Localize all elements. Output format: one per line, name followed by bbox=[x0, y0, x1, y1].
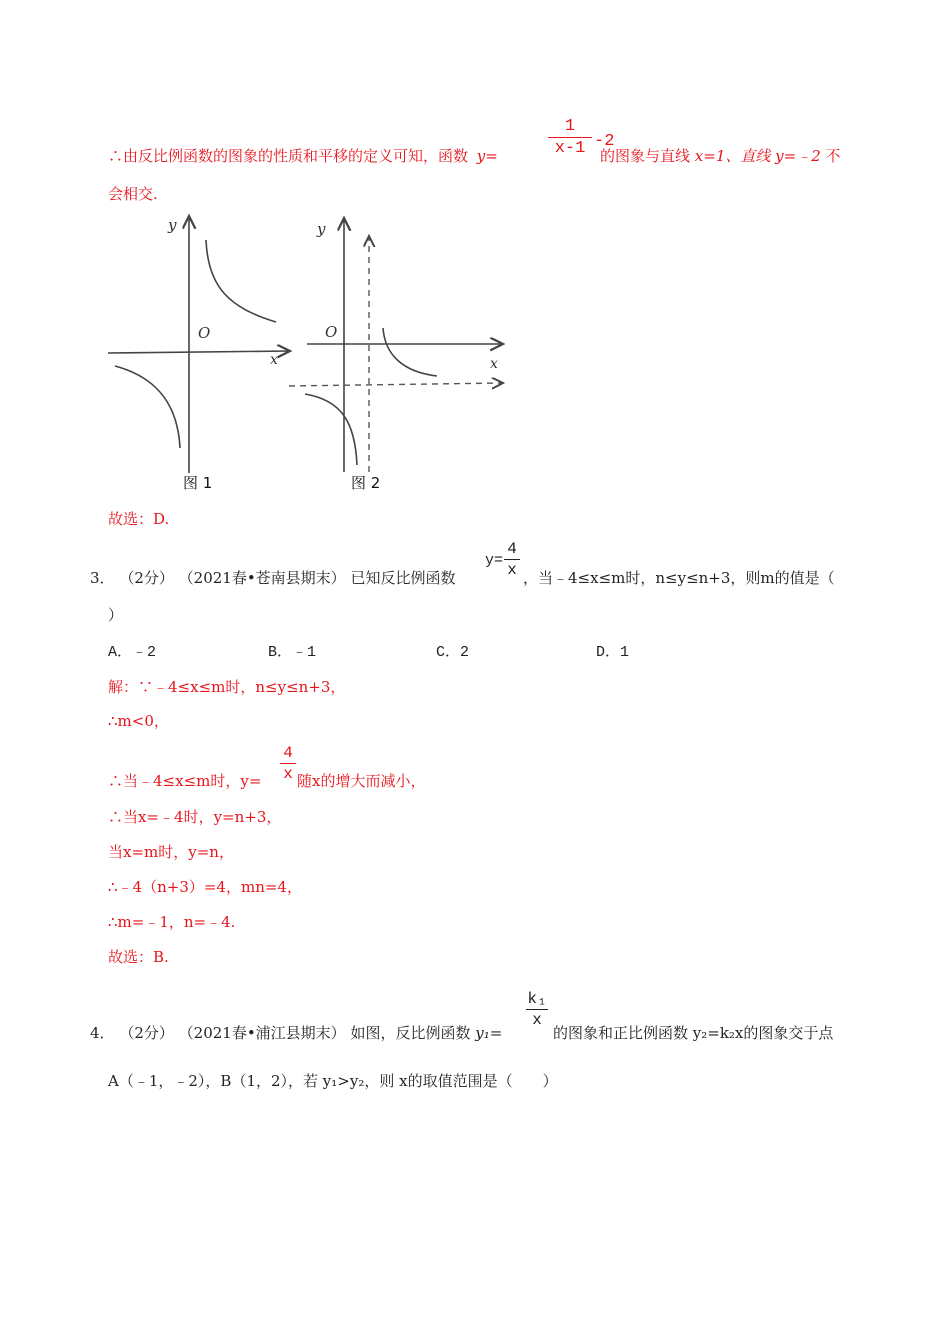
question-score: （2分） bbox=[119, 1024, 174, 1042]
question-text: 如图，反比例函数 bbox=[350, 1024, 471, 1042]
fraction-bar bbox=[504, 559, 520, 560]
fig1-origin-label: O bbox=[198, 324, 211, 342]
option-a[interactable]: A．﹣2 bbox=[108, 644, 157, 661]
question-4-stem-b: 的图象和正比例函数 y₂=k₂x的图象交于点 bbox=[553, 1024, 834, 1042]
q3-solution-line-5: 当x=m时，y=n， bbox=[108, 843, 234, 861]
x-axis bbox=[108, 351, 290, 353]
figure-1-caption: 图 1 bbox=[183, 474, 213, 492]
fig2-x-label: x bbox=[490, 356, 498, 372]
q3-solution-line-6: ∴﹣4（n+3）=4，mn=4， bbox=[108, 878, 302, 896]
option-d[interactable]: D．1 bbox=[596, 644, 630, 661]
figure-2-graph bbox=[285, 210, 510, 478]
denominator: x bbox=[507, 561, 517, 579]
q3-solution-line-1: 解：∵﹣4≤x≤m时，n≤y≤n+3， bbox=[108, 678, 346, 696]
question-4-line-2: A（﹣1，﹣2），B（1，2），若 y₁>y₂，则 x的取值范围是（ ） bbox=[108, 1072, 558, 1090]
numerator: k₁ bbox=[527, 990, 547, 1008]
q3-solution-line-3a: ∴当﹣4≤x≤m时，y= bbox=[108, 772, 262, 790]
func-y: y= bbox=[476, 147, 498, 165]
fig1-y-label: y bbox=[168, 216, 177, 234]
solution-text: ∴由反比例函数的图象的性质和平移的定义可知，函数 bbox=[108, 147, 469, 165]
figure-2-caption: 图 2 bbox=[351, 474, 381, 492]
question-source: （2021春•苍南县期末） bbox=[178, 569, 346, 587]
fraction-4-over-x bbox=[504, 540, 520, 579]
numerator: 4 bbox=[283, 744, 293, 762]
denominator: x bbox=[532, 1011, 542, 1029]
q3-solution-line-3b: 随x的增大而减小， bbox=[297, 772, 426, 790]
q3-solution-line-4: ∴当x=﹣4时，y=n+3， bbox=[108, 808, 282, 826]
solution-line-1 bbox=[108, 145, 498, 166]
question-3-stem bbox=[90, 567, 455, 588]
solution-line-1-end bbox=[600, 145, 841, 166]
question-4-stem bbox=[90, 1022, 502, 1043]
solution-text: 的图象与直线 bbox=[600, 147, 691, 165]
fraction-bar bbox=[548, 137, 592, 138]
q3-solution-line-7: ∴m=﹣1，n=﹣4. bbox=[108, 913, 236, 931]
hyperbola-branch-q3 bbox=[115, 366, 180, 448]
line-x-eq-1: x=1、直线 bbox=[694, 147, 771, 165]
fig2-origin-label: O bbox=[325, 323, 338, 341]
question-3-stem-b: ，当﹣4≤x≤m时，n≤y≤n+3，则m的值是（ bbox=[523, 569, 835, 587]
hyperbola-branch-q1 bbox=[206, 240, 276, 322]
solution-line-2: 会相交. bbox=[108, 185, 158, 203]
fraction-k1-over-x bbox=[526, 990, 548, 1029]
question-score: （2分） bbox=[119, 569, 174, 587]
fraction-bar bbox=[280, 763, 296, 764]
fraction-1-over-x-minus-1 bbox=[548, 117, 592, 158]
hyperbola-branch-lower bbox=[305, 394, 357, 465]
question-text: 已知反比例函数 bbox=[350, 569, 456, 587]
denominator: x bbox=[283, 765, 293, 783]
asymptote-y-minus-2 bbox=[289, 383, 503, 386]
denominator: x-1 bbox=[554, 139, 586, 158]
line-y-eq-minus-2: y=﹣2 bbox=[775, 147, 821, 165]
figure-1-graph bbox=[100, 208, 300, 478]
func-y1: y₁= bbox=[475, 1024, 503, 1042]
solution-text: 不 bbox=[825, 147, 841, 165]
numerator: 4 bbox=[507, 540, 517, 558]
solution2-answer: 故选：D. bbox=[108, 510, 170, 528]
question-number: 3． bbox=[90, 569, 115, 587]
question-3-stem-c: ） bbox=[108, 606, 124, 624]
func-y-eq: y= bbox=[485, 552, 504, 569]
option-c[interactable]: C．2 bbox=[436, 644, 470, 661]
option-b[interactable]: B．﹣1 bbox=[268, 644, 317, 661]
minus-two: -2 bbox=[594, 132, 615, 151]
numerator: 1 bbox=[564, 117, 576, 136]
q3-solution-answer: 故选：B. bbox=[108, 948, 169, 966]
fig1-x-label: x bbox=[270, 352, 278, 368]
question-source: （2021春•浦江县期末） bbox=[178, 1024, 346, 1042]
hyperbola-branch-upper bbox=[383, 328, 437, 376]
fig2-y-label: y bbox=[317, 220, 326, 238]
fraction-bar bbox=[526, 1009, 548, 1010]
fraction-4-over-x-solution bbox=[280, 744, 296, 783]
question-number: 4． bbox=[90, 1024, 115, 1042]
q3-solution-line-2: ∴m<0， bbox=[108, 712, 169, 730]
